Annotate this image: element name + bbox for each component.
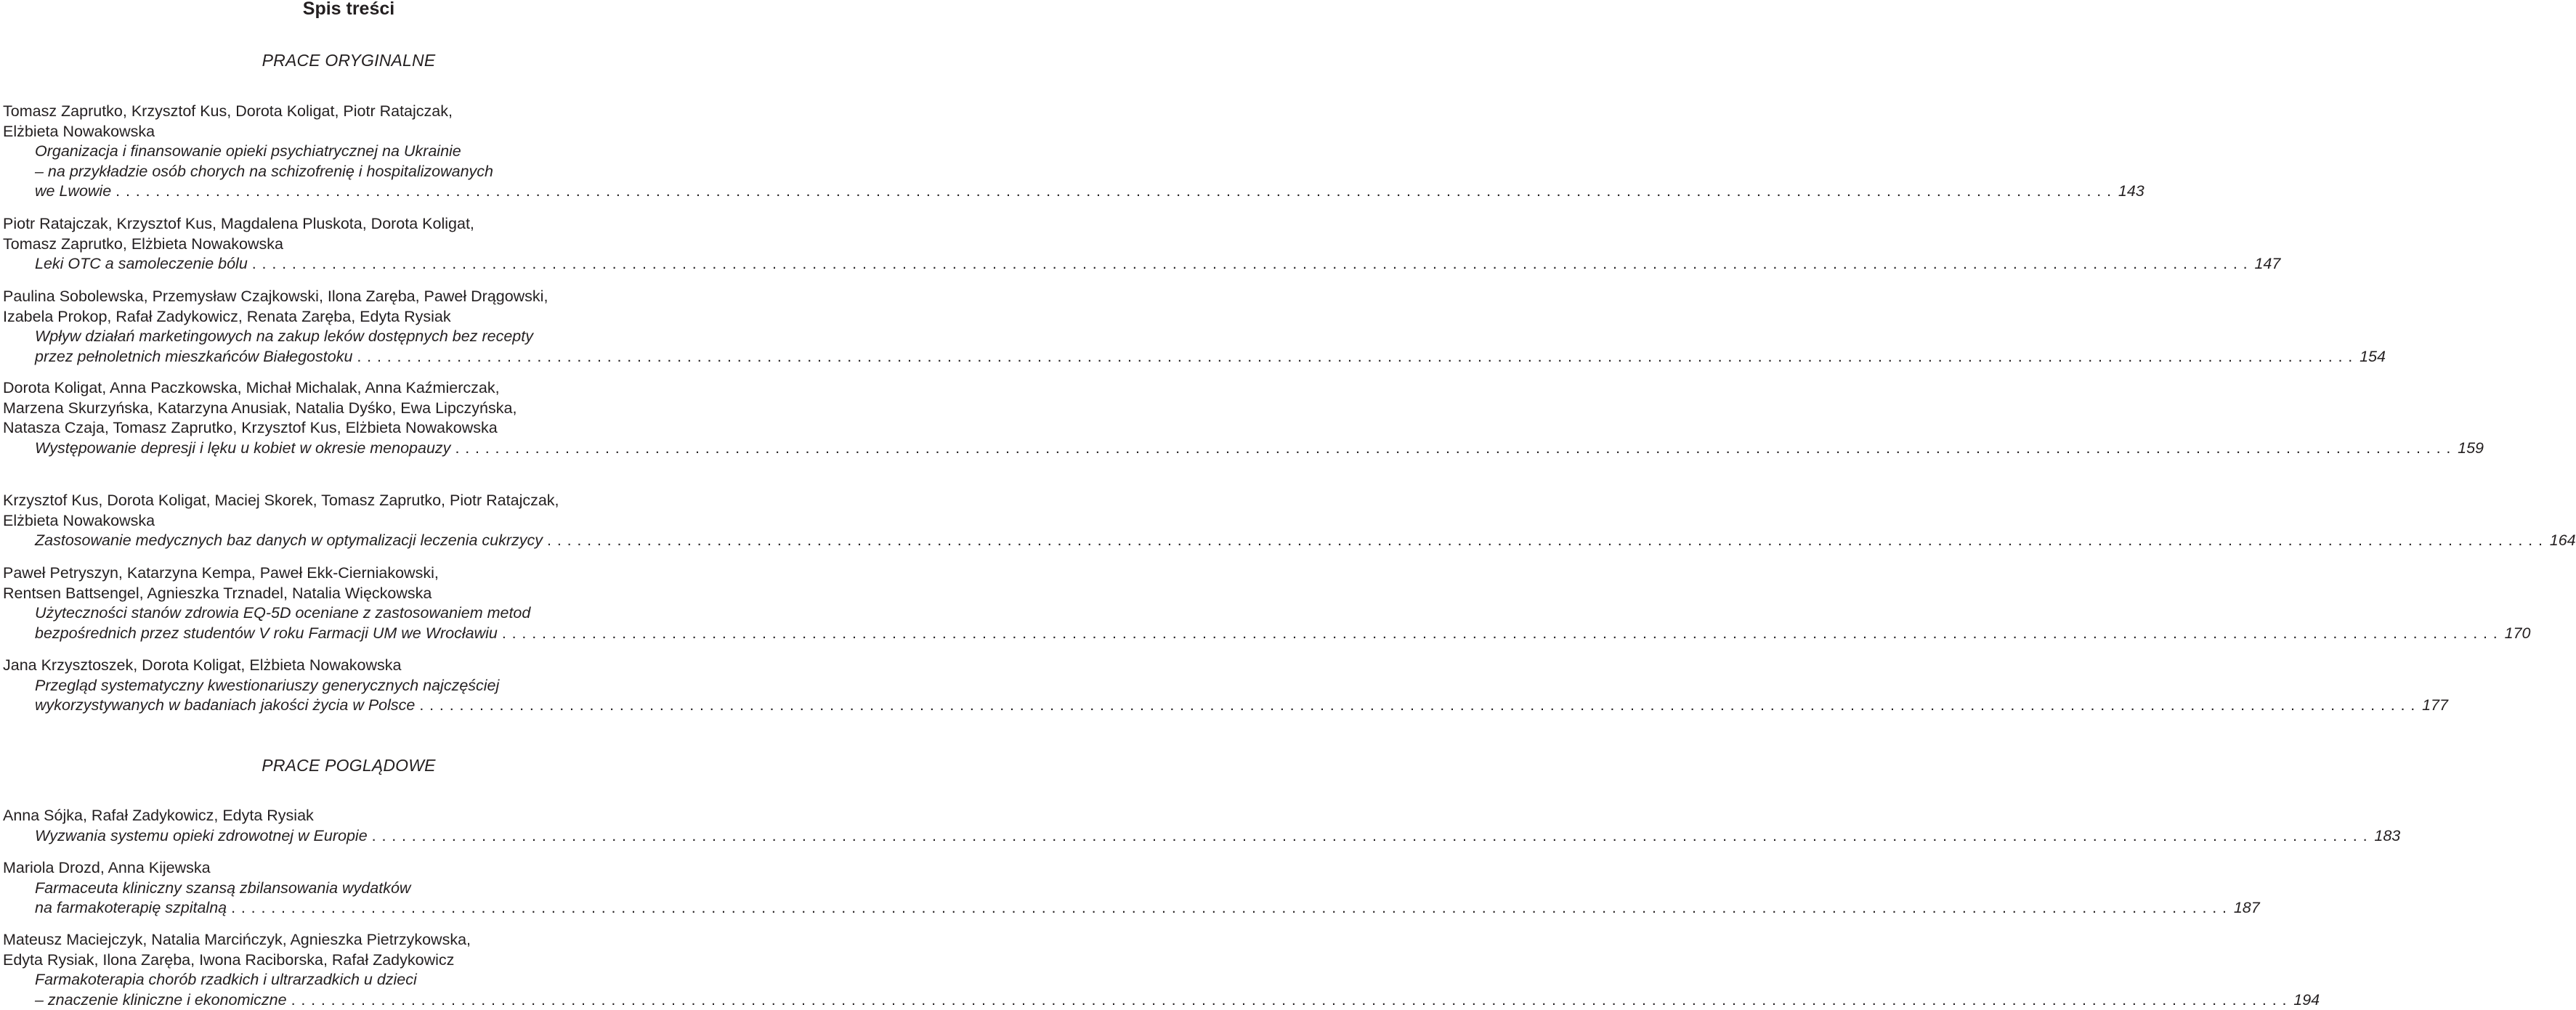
dot-leader: ........................................................................................................................................................................................................ [450,439,2456,459]
toc-entry[interactable] [3,378,694,458]
entry-authors: Jana Krzysztoszek, Dorota Koligat, Elżbieta Nowakowska [3,656,694,676]
entry-title-row [3,439,694,459]
entry-title: Farmakoterapia chorób rzadkich i ultrarzadkich u dzieci [3,970,694,990]
entry-title: Użyteczności stanów zdrowia EQ-5D oceniane z zastosowaniem metod [3,603,694,624]
entry-authors: Marzena Skurzyńska, Katarzyna Anusiak, Natalia Dyśko, Ewa Lipczyńska, [3,399,694,419]
entry-title-row [3,624,694,644]
entry-title: bezpośrednich przez studentów V roku Farmacji UM we Wrocławiu [35,624,498,644]
entry-authors: Anna Sójka, Rafał Zadykowicz, Edyta Rysiak [3,806,694,826]
entry-title-row [3,696,694,716]
page-number: 170 [2503,624,2531,644]
entry-title: Farmaceuta kliniczny szansą zbilansowania wydatków [3,879,694,899]
entry-authors: Rentsen Battsengel, Agnieszka Trznadel, Natalia Więckowska [3,584,694,604]
dot-leader: ........................................................................................................................................................................................................ [368,826,2373,847]
toc-entry[interactable] [3,563,694,643]
page-number: 183 [2373,826,2400,847]
page-number: 159 [2456,439,2484,459]
entry-title: Leki OTC a samoleczenie bólu [35,254,248,274]
entry-authors: Tomasz Zaprutko, Krzysztof Kus, Dorota Koligat, Piotr Ratajczak, [3,102,694,122]
toc-entry[interactable] [3,214,694,274]
entry-authors: Krzysztof Kus, Dorota Koligat, Maciej Skorek, Tomasz Zaprutko, Piotr Ratajczak, [3,491,694,511]
entry-title: we Lwowie [35,182,111,202]
dot-leader: ........................................................................................................................................................................................................ [352,347,2358,367]
dot-leader: ........................................................................................................................................................................................................ [287,990,2293,1010]
page-number: 154 [2358,347,2386,367]
entry-title: przez pełnoletnich mieszkańców Białegostoku [35,347,352,367]
entry-title-row [3,826,694,847]
toc-entry[interactable] [3,806,694,846]
page-number: 194 [2292,990,2320,1010]
section-heading: PRACE ORYGINALNE [0,50,697,70]
entry-authors: Piotr Ratajczak, Krzysztof Kus, Magdalena Pluskota, Dorota Koligat, [3,214,694,235]
dot-leader: ........................................................................................................................................................................................................ [248,254,2253,274]
dot-leader: ........................................................................................................................................................................................................ [415,696,2421,716]
entry-authors: Edyta Rysiak, Ilona Zaręba, Iwona Raciborska, Rafał Zadykowicz [3,950,694,971]
entry-title: Zastosowanie medycznych baz danych w optymalizacji leczenia cukrzycy [35,531,543,551]
page-number: 187 [2232,898,2260,919]
entry-title: na farmakoterapię szpitalną [35,898,227,919]
entry-authors: Paulina Sobolewska, Przemysław Czajkowski, Ilona Zaręba, Paweł Drągowski, [3,287,694,307]
entry-title-row [3,347,694,367]
toc-entry[interactable] [3,930,694,1010]
entry-title-row [3,990,694,1010]
section-heading: PRACE POGLĄDOWE [0,755,697,775]
toc-entry[interactable] [3,656,694,716]
toc-entry[interactable] [3,287,694,367]
entry-authors: Dorota Koligat, Anna Paczkowska, Michał Michalak, Anna Kaźmierczak, [3,378,694,399]
entry-title: Występowanie depresji i lęku u kobiet w okresie menopauzy [35,439,450,459]
entry-authors: Paweł Petryszyn, Katarzyna Kempa, Paweł Ekk-Cierniakowski, [3,563,694,584]
page-number: 143 [2117,182,2144,202]
entry-title: Organizacja i finansowanie opieki psychiatrycznej na Ukrainie [3,142,694,162]
entry-title: – znaczenie kliniczne i ekonomiczne [35,990,287,1010]
page-number: 147 [2253,254,2280,274]
entry-title: Wyzwania systemu opieki zdrowotnej w Europie [35,826,368,847]
entry-title-row [3,898,694,919]
dot-leader: ........................................................................................................................................................................................................ [227,898,2232,919]
entry-authors: Izabela Prokop, Rafał Zadykowicz, Renata Zaręba, Edyta Rysiak [3,307,694,327]
entry-title: Przegląd systematyczny kwestionariuszy generycznych najczęściej [3,676,694,696]
dot-leader: ........................................................................................................................................................................................................ [498,624,2503,644]
dot-leader: ........................................................................................................................................................................................................ [111,182,2117,202]
entry-title-row [3,182,694,202]
entry-title-row [3,531,694,551]
toc-entry[interactable] [3,491,694,551]
entry-title-row [3,254,694,274]
entry-title: Wpływ działań marketingowych na zakup leków dostępnych bez recepty [3,327,694,347]
toc-entry[interactable] [3,858,694,919]
entry-authors: Mariola Drozd, Anna Kijewska [3,858,694,879]
page-number: 177 [2421,696,2448,716]
entry-authors: Mateusz Maciejczyk, Natalia Marcińczyk, Agnieszka Pietrzykowska, [3,930,694,950]
page-number: 164 [2548,531,2576,551]
entry-authors: Tomasz Zaprutko, Elżbieta Nowakowska [3,235,694,255]
entry-authors: Natasza Czaja, Tomasz Zaprutko, Krzysztof Kus, Elżbieta Nowakowska [3,418,694,439]
toc-entry[interactable] [3,102,694,202]
entry-title: – na przykładzie osób chorych na schizofrenię i hospitalizowanych [3,162,694,182]
dot-leader: ........................................................................................................................................................................................................ [543,531,2548,551]
entry-title: wykorzystywanych w badaniach jakości życia w Polsce [35,696,415,716]
entry-authors: Elżbieta Nowakowska [3,511,694,532]
entry-authors: Elżbieta Nowakowska [3,122,694,142]
page-title: Spis treści [0,0,697,22]
